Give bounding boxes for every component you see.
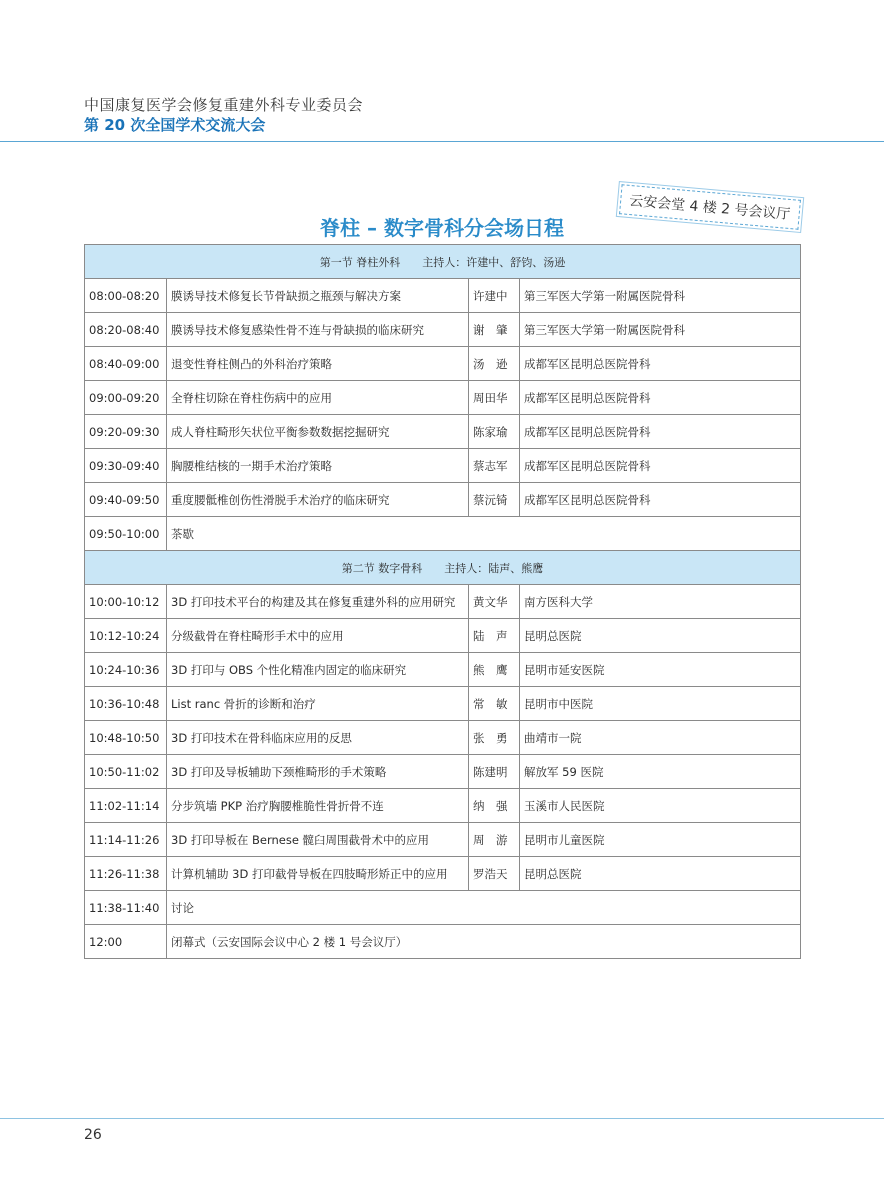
speaker-cell: 汤 逊 xyxy=(469,347,520,381)
schedule-table xyxy=(84,244,801,959)
table-row xyxy=(85,619,801,653)
institution-cell: 成都军区昆明总医院骨科 xyxy=(520,483,801,517)
speaker-cell: 张 勇 xyxy=(469,721,520,755)
institution-cell: 昆明市中医院 xyxy=(520,687,801,721)
speaker-cell: 罗浩天 xyxy=(469,857,520,891)
table-row xyxy=(85,347,801,381)
time-cell: 09:40-09:50 xyxy=(85,483,167,517)
topic-cell: 胸腰椎结核的一期手术治疗策略 xyxy=(167,449,469,483)
topic-cell: 重度腰骶椎创伤性滑脱手术治疗的临床研究 xyxy=(167,483,469,517)
time-cell: 10:12-10:24 xyxy=(85,619,167,653)
topic-cell: 3D 打印与 OBS 个性化精准内固定的临床研究 xyxy=(167,653,469,687)
speaker-cell: 许建中 xyxy=(469,279,520,313)
venue-stamp: 云安会堂 4 楼 2 号会议厅 xyxy=(619,184,801,230)
speaker-cell: 陈家瑜 xyxy=(469,415,520,449)
time-cell: 11:14-11:26 xyxy=(85,823,167,857)
section-header xyxy=(85,551,801,585)
institution-cell: 昆明市儿童医院 xyxy=(520,823,801,857)
speaker-cell: 陆 声 xyxy=(469,619,520,653)
speaker-cell: 纳 强 xyxy=(469,789,520,823)
time-cell: 09:20-09:30 xyxy=(85,415,167,449)
time-cell: 10:24-10:36 xyxy=(85,653,167,687)
institution-cell: 第三军医大学第一附属医院骨科 xyxy=(520,279,801,313)
topic-cell: 全脊柱切除在脊柱伤病中的应用 xyxy=(167,381,469,415)
speaker-cell: 熊 鹰 xyxy=(469,653,520,687)
institution-cell: 成都军区昆明总医院骨科 xyxy=(520,449,801,483)
topic-cell: 成人脊柱畸形矢状位平衡参数数据挖掘研究 xyxy=(167,415,469,449)
table-row xyxy=(85,721,801,755)
time-cell: 09:50-10:00 xyxy=(85,517,167,551)
header-divider xyxy=(0,141,884,142)
discussion-label: 讨论 xyxy=(167,891,801,925)
table-row xyxy=(85,823,801,857)
footer-divider xyxy=(0,1118,884,1119)
section-title: 第一节 脊柱外科 xyxy=(319,255,401,269)
page-title: 脊柱 – 数字骨科分会场日程 xyxy=(320,216,564,240)
time-cell: 08:40-09:00 xyxy=(85,347,167,381)
time-cell: 10:50-11:02 xyxy=(85,755,167,789)
time-cell: 11:02-11:14 xyxy=(85,789,167,823)
time-cell: 10:48-10:50 xyxy=(85,721,167,755)
table-row xyxy=(85,415,801,449)
speaker-cell: 蔡沅锜 xyxy=(469,483,520,517)
closing-row xyxy=(85,925,801,959)
time-cell: 09:00-09:20 xyxy=(85,381,167,415)
table-row xyxy=(85,279,801,313)
table-row xyxy=(85,381,801,415)
time-cell: 08:20-08:40 xyxy=(85,313,167,347)
section-header xyxy=(85,245,801,279)
table-row xyxy=(85,313,801,347)
time-cell: 12:00 xyxy=(85,925,167,959)
section-host: 主持人：许建中、舒钧、汤逊 xyxy=(422,255,566,269)
table-row xyxy=(85,449,801,483)
institution-cell: 玉溪市人民医院 xyxy=(520,789,801,823)
schedule-body xyxy=(85,245,801,959)
institution-cell: 成都军区昆明总医院骨科 xyxy=(520,347,801,381)
break-row xyxy=(85,517,801,551)
topic-cell: List ranc 骨折的诊断和治疗 xyxy=(167,687,469,721)
discussion-row xyxy=(85,891,801,925)
institution-cell: 第三军医大学第一附属医院骨科 xyxy=(520,313,801,347)
speaker-cell: 蔡志军 xyxy=(469,449,520,483)
speaker-cell: 周 游 xyxy=(469,823,520,857)
speaker-cell: 陈建明 xyxy=(469,755,520,789)
topic-cell: 膜诱导技术修复长节骨缺损之瓶颈与解决方案 xyxy=(167,279,469,313)
topic-cell: 计算机辅助 3D 打印截骨导板在四肢畸形矫正中的应用 xyxy=(167,857,469,891)
time-cell: 08:00-08:20 xyxy=(85,279,167,313)
institution-cell: 成都军区昆明总医院骨科 xyxy=(520,415,801,449)
time-cell: 10:00-10:12 xyxy=(85,585,167,619)
topic-cell: 3D 打印技术平台的构建及其在修复重建外科的应用研究 xyxy=(167,585,469,619)
speaker-cell: 黄文华 xyxy=(469,585,520,619)
speaker-cell: 谢 肇 xyxy=(469,313,520,347)
institution-cell: 成都军区昆明总医院骨科 xyxy=(520,381,801,415)
time-cell: 11:38-11:40 xyxy=(85,891,167,925)
topic-cell: 退变性脊柱侧凸的外科治疗策略 xyxy=(167,347,469,381)
institution-cell: 解放军 59 医院 xyxy=(520,755,801,789)
break-label: 茶歇 xyxy=(167,517,801,551)
topic-cell: 分级截骨在脊柱畸形手术中的应用 xyxy=(167,619,469,653)
speaker-cell: 常 敏 xyxy=(469,687,520,721)
institution-cell: 曲靖市一院 xyxy=(520,721,801,755)
table-row xyxy=(85,483,801,517)
table-row xyxy=(85,585,801,619)
institution-cell: 昆明总医院 xyxy=(520,619,801,653)
page-number: 26 xyxy=(84,1127,102,1143)
section-header-row xyxy=(85,245,801,279)
institution-cell: 昆明市延安医院 xyxy=(520,653,801,687)
conference-name: 第 20 次全国学术交流大会 xyxy=(84,116,266,134)
speaker-cell: 周田华 xyxy=(469,381,520,415)
table-row xyxy=(85,687,801,721)
topic-cell: 分步筑墙 PKP 治疗胸腰椎脆性骨折骨不连 xyxy=(167,789,469,823)
section-header-row xyxy=(85,551,801,585)
closing-label: 闭幕式（云安国际会议中心 2 楼 1 号会议厅） xyxy=(167,925,801,959)
table-row xyxy=(85,755,801,789)
topic-cell: 3D 打印导板在 Bernese 髋臼周围截骨术中的应用 xyxy=(167,823,469,857)
institution-cell: 昆明总医院 xyxy=(520,857,801,891)
topic-cell: 3D 打印技术在骨科临床应用的反思 xyxy=(167,721,469,755)
section-title: 第二节 数字骨科 xyxy=(341,561,423,575)
table-row xyxy=(85,789,801,823)
table-row xyxy=(85,653,801,687)
time-cell: 10:36-10:48 xyxy=(85,687,167,721)
institution-cell: 南方医科大学 xyxy=(520,585,801,619)
topic-cell: 膜诱导技术修复感染性骨不连与骨缺损的临床研究 xyxy=(167,313,469,347)
section-host: 主持人：陆声、熊鹰 xyxy=(444,561,544,575)
time-cell: 09:30-09:40 xyxy=(85,449,167,483)
time-cell: 11:26-11:38 xyxy=(85,857,167,891)
topic-cell: 3D 打印及导板辅助下颈椎畸形的手术策略 xyxy=(167,755,469,789)
table-row xyxy=(85,857,801,891)
org-name: 中国康复医学会修复重建外科专业委员会 xyxy=(84,96,364,114)
